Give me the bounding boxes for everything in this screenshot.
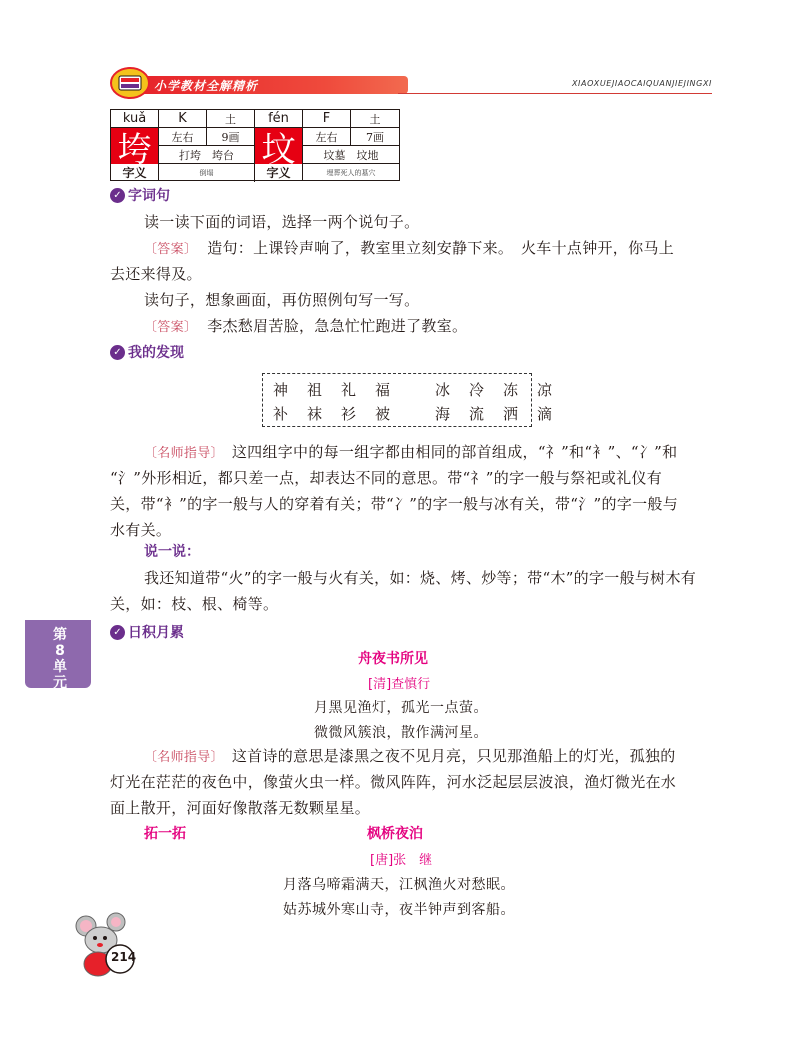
shuo-yi-shuo-title: 说一说：	[144, 544, 200, 560]
words-cell-left: 打垮 垮台	[159, 146, 255, 164]
radical-cell-left: 土	[207, 110, 255, 128]
question-2: 读句子，想象画面，再仿照例句写一写。	[144, 291, 420, 309]
answer-label: 〔答案〕	[144, 320, 198, 335]
character-group-box	[262, 373, 553, 427]
letter-cell-right: F	[303, 110, 351, 128]
unit-tab-text: 单	[53, 659, 67, 675]
section-heading-faxian	[110, 342, 184, 362]
char: 冻	[503, 381, 519, 399]
char: 被	[375, 405, 391, 423]
unit-tab-text: 8	[55, 643, 65, 659]
table-divider	[254, 110, 255, 182]
strokes-cell-left: 9画	[207, 128, 255, 146]
char: 海	[435, 405, 451, 423]
answer-1-line-1	[144, 236, 674, 262]
mouse-mascot-icon	[74, 912, 138, 978]
guide-text: 这四组字中的每一组字都由相同的部首组成，“礻”和“衤”、“冫”和	[231, 443, 678, 461]
shuo-line-2: 关，如：枝、根、椅等。	[110, 595, 279, 613]
guide-1-line-4: 水有关。	[110, 521, 172, 539]
char: 补	[273, 405, 289, 423]
question-1: 读一读下面的词语，选择一两个说句子。	[144, 213, 420, 231]
book-logo-icon	[108, 66, 152, 100]
char: 凉	[537, 381, 553, 399]
page-number: 214	[111, 950, 137, 964]
poem-1-title: 舟夜书所见	[358, 651, 428, 667]
tuo-yi-tuo-title: 拓一拓	[144, 826, 186, 842]
char: 福	[375, 381, 391, 399]
char: 冷	[469, 381, 485, 399]
answer-2	[144, 314, 467, 340]
answer-1-line-2: 去还来得及。	[110, 265, 202, 283]
meaning-cell-left: 倒塌	[159, 164, 255, 181]
letter-cell-left: K	[159, 110, 207, 128]
section-title: 日积月累	[128, 625, 184, 641]
char: 衫	[341, 405, 357, 423]
char: 流	[469, 405, 485, 423]
poem-2-title: 枫桥夜泊	[367, 826, 423, 842]
answer-text: 李杰愁眉苦脸，急急忙忙跑进了教室。	[207, 317, 468, 335]
guide-1-line-2: “氵”外形相近，都只差一点，却表达不同的意思。带“礻”的字一般与祭祀或礼仪有	[110, 469, 663, 487]
meaning-cell-right: 埋葬死人的墓穴	[326, 168, 376, 177]
unit-tab-label	[30, 627, 90, 691]
words-cell-right: 坟墓 坟地	[303, 146, 399, 164]
header-title: 小学教材全解精析	[154, 79, 259, 93]
check-icon: ✓	[110, 625, 125, 640]
check-icon: ✓	[110, 188, 125, 203]
shuo-line-1: 我还知道带“火”的字一般与火有关，如：烧、烤、炒等；带“木”的字一般与树木有	[144, 569, 697, 587]
header-pinyin: XIAOXUEJIAOCAIQUANJIEJINGXI	[571, 79, 712, 88]
guide-1-line-1	[144, 440, 677, 466]
guide-2-line-3: 面上散开，河面好像散落无数颗星星。	[110, 799, 371, 817]
section-heading-rijiyuelei	[110, 622, 184, 642]
spacer	[409, 403, 435, 424]
guide-2-line-2: 灯光在茫茫的夜色中，像萤火虫一样。微风阵阵，河水泛起层层波浪，渔灯微光在水	[110, 773, 677, 791]
meaning-label-left: 字义	[111, 164, 159, 181]
poem-2-line-2: 姑苏城外寒山寺，夜半钟声到客船。	[283, 902, 515, 918]
meaning-label-right: 字义	[255, 164, 303, 181]
strokes-cell-right: 7画	[351, 128, 399, 146]
poem-2-author: [唐]张 继	[370, 853, 433, 868]
char: 祖	[307, 381, 323, 399]
char: 冰	[435, 381, 451, 399]
guide-label: 〔名师指导〕	[144, 750, 224, 765]
guide-1-line-3: 关，带“衤”的字一般与人的穿着有关；带“冫”的字一般与冰有关，带“氵”的字一般与	[110, 495, 679, 513]
guide-text: 这首诗的意思是漆黑之夜不见月亮，只见那渔船上的灯光，孤独的	[231, 747, 676, 765]
header-rule	[398, 93, 712, 94]
unit-tab-text: 元	[53, 675, 67, 691]
pinyin-cell-left: kuǎ	[111, 110, 159, 128]
character-table	[110, 109, 400, 181]
guide-2-line-1	[144, 744, 676, 770]
character-row-1	[273, 379, 571, 400]
section-title: 字词句	[128, 188, 170, 204]
unit-tab-text: 第	[53, 627, 67, 643]
structure-cell-right: 左右	[303, 128, 351, 146]
poem-2-line-1: 月落乌啼霜满天，江枫渔火对愁眠。	[283, 877, 515, 893]
pinyin-cell-right: fén	[255, 110, 303, 128]
section-heading-zicijv	[110, 185, 170, 205]
answer-text: 造句：上课铃声响了，教室里立刻安静下来。 火车十点钟开，你马上	[207, 239, 675, 257]
poem-1-line-2: 微微风簇浪，散作满河星。	[314, 725, 488, 741]
answer-label: 〔答案〕	[144, 242, 198, 257]
spacer	[409, 379, 435, 400]
char: 滴	[537, 405, 553, 423]
check-icon: ✓	[110, 345, 125, 360]
character-row-2	[273, 403, 571, 424]
char: 礼	[341, 381, 357, 399]
structure-cell-left: 左右	[159, 128, 207, 146]
char: 洒	[503, 405, 519, 423]
big-character-right: 坟	[255, 128, 303, 164]
section-title: 我的发现	[128, 345, 184, 361]
poem-1-line-1: 月黑见渔灯，孤光一点萤。	[314, 700, 488, 716]
poem-1-author: [清]查慎行	[368, 677, 431, 692]
page-header	[108, 66, 712, 100]
guide-label: 〔名师指导〕	[144, 446, 224, 461]
radical-cell-right: 土	[351, 110, 399, 128]
big-character-left: 垮	[111, 128, 159, 164]
char: 袜	[307, 405, 323, 423]
char: 神	[273, 381, 289, 399]
